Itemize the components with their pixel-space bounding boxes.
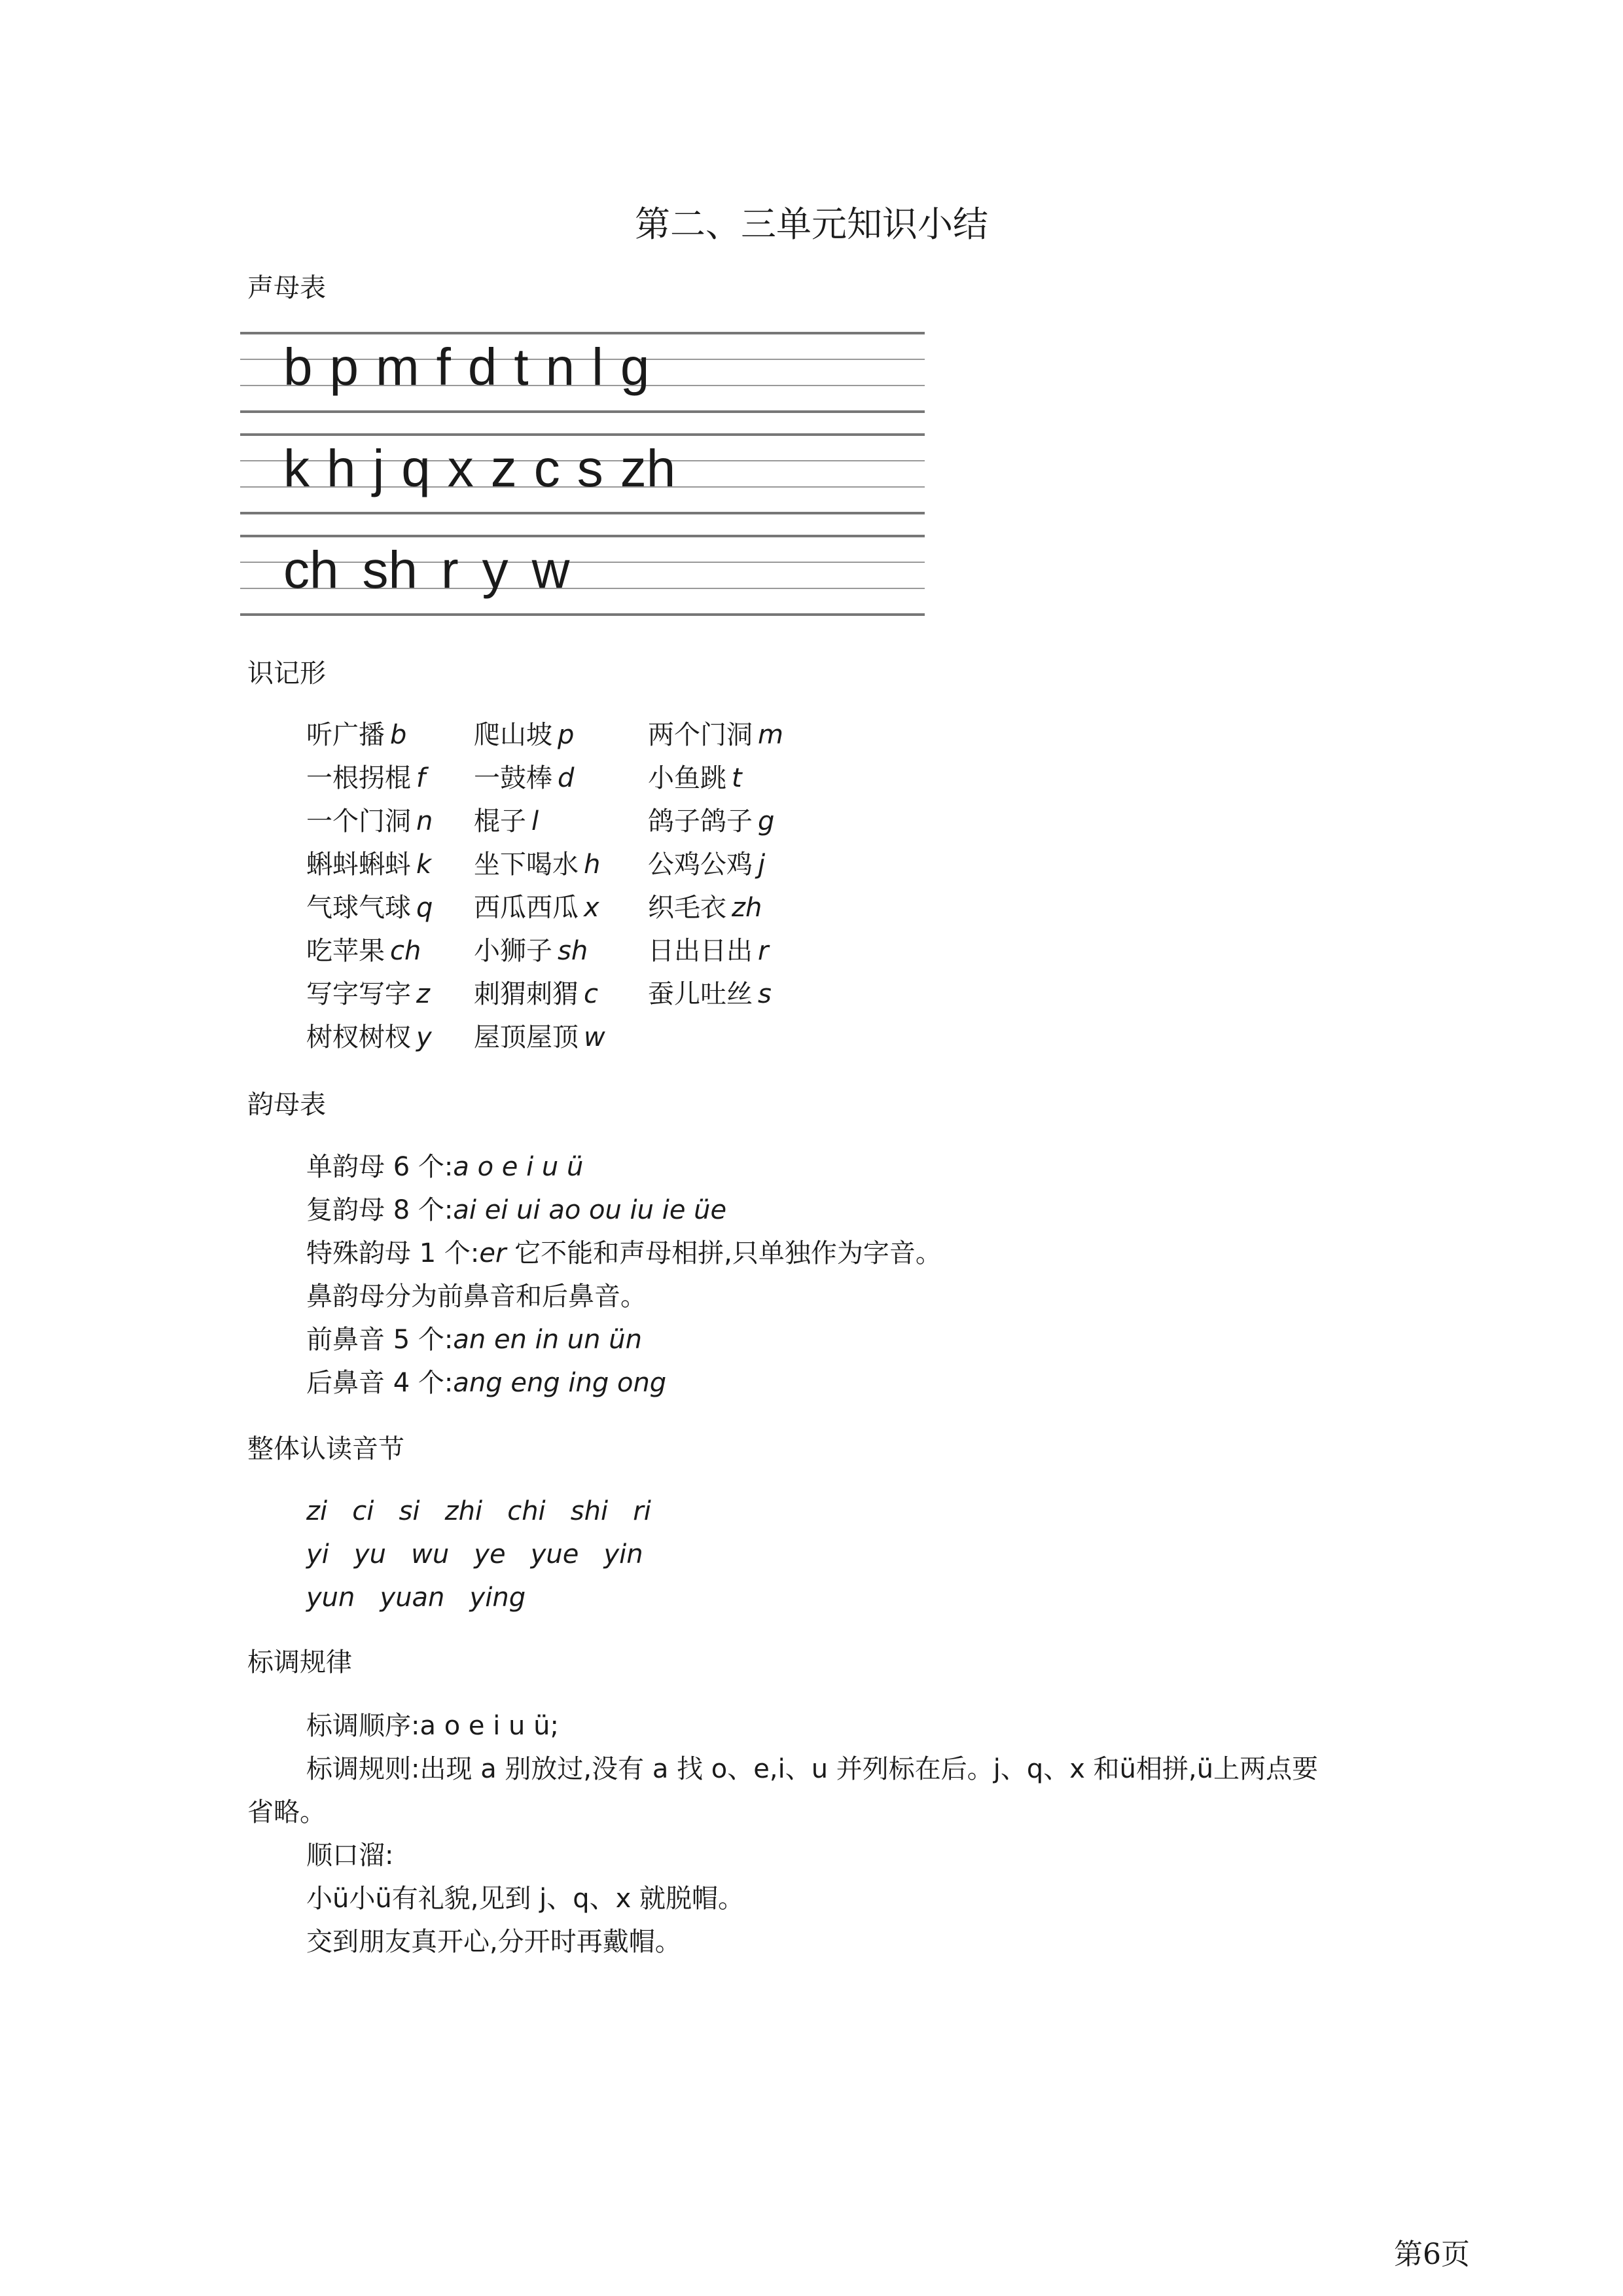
initial-letter: zh xyxy=(620,439,676,497)
initial-letter: r xyxy=(441,541,459,599)
page-number: 第6页 xyxy=(1394,2238,1470,2271)
initial-letter: l xyxy=(592,338,603,396)
memory-item xyxy=(474,1016,605,1059)
rhyme-label: 顺口溜: xyxy=(306,1840,394,1871)
four-line-grid-row-2 xyxy=(240,433,925,518)
memory-phrase: 一鼓棒 xyxy=(474,763,552,793)
finals-line xyxy=(306,1232,942,1275)
finals-label: 鼻韵母分为前鼻音和后鼻音。 xyxy=(306,1282,647,1312)
finals-label: 单韵母 6 个: xyxy=(306,1152,454,1182)
initial-letter: c xyxy=(533,439,560,497)
rhyme-line-1: 小ü小ü有礼貌,见到 j、q、x 就脱帽。 xyxy=(306,1884,745,1914)
memory-phrase: 坐下喝水 xyxy=(474,850,579,880)
initials-row xyxy=(283,338,666,396)
rhyme-line-2: 交到朋友真开心,分开时再戴帽。 xyxy=(306,1927,681,1957)
memory-letter: x xyxy=(584,893,599,923)
initials-row xyxy=(283,439,692,497)
memory-letter: c xyxy=(584,979,598,1009)
memory-item xyxy=(306,757,425,800)
initial-letter: d xyxy=(467,338,497,396)
initials-row xyxy=(283,541,593,599)
initial-letter: p xyxy=(329,338,359,396)
initial-letter: f xyxy=(436,338,451,396)
memory-letter: m xyxy=(758,720,783,750)
finals-line xyxy=(306,1275,942,1318)
memory-item xyxy=(474,800,539,843)
memory-item xyxy=(648,800,774,843)
finals-line xyxy=(306,1318,942,1361)
memory-item xyxy=(474,757,574,800)
heading-initials-table: 声母表 xyxy=(247,273,326,303)
memory-phrase: 蚕儿吐丝 xyxy=(648,979,753,1009)
memory-letter: j xyxy=(758,850,766,880)
memory-phrase: 日出日出 xyxy=(648,936,753,966)
memory-item xyxy=(648,843,765,886)
finals-label: 特殊韵母 1 个: xyxy=(306,1238,480,1268)
memory-letter: sh xyxy=(558,936,588,966)
memory-letter: g xyxy=(758,806,775,836)
memory-letter: f xyxy=(416,763,426,793)
heading-memory-shapes: 识记形 xyxy=(247,658,326,689)
initial-letter: ch xyxy=(283,541,339,599)
syllable-line: zi ci si zhi chi shi ri xyxy=(306,1496,651,1526)
tone-order: 标调顺序:a o e i u ü; xyxy=(306,1711,559,1741)
finals-py: ai ei ui ao ou iu ie üe xyxy=(453,1195,727,1225)
finals-label: 复韵母 8 个: xyxy=(306,1195,454,1225)
memory-item xyxy=(306,929,421,973)
memory-item xyxy=(474,886,599,929)
memory-item xyxy=(648,713,783,757)
memory-letter: d xyxy=(558,763,575,793)
heading-finals-table: 韵母表 xyxy=(247,1090,326,1120)
memory-phrase: 刺猬刺猬 xyxy=(474,979,579,1009)
finals-line xyxy=(306,1361,942,1405)
memory-letter: l xyxy=(531,806,539,836)
initial-letter: j xyxy=(372,439,385,497)
memory-phrase: 公鸡公鸡 xyxy=(648,850,753,880)
memory-phrase: 蝌蚪蝌蚪 xyxy=(306,850,411,880)
finals-label: 后鼻音 4 个: xyxy=(306,1368,454,1398)
finals-py: a o e i u ü xyxy=(453,1152,584,1182)
memory-phrase: 爬山坡 xyxy=(474,720,552,750)
memory-letter: p xyxy=(558,720,575,750)
memory-item xyxy=(474,929,588,973)
memory-phrase: 织毛衣 xyxy=(648,893,726,923)
page-title: 第二、三单元知识小结 xyxy=(635,204,988,245)
initial-letter: k xyxy=(283,439,310,497)
memory-item xyxy=(648,757,742,800)
memory-letter: w xyxy=(584,1022,605,1052)
tone-rules-text xyxy=(247,1704,1319,1964)
four-line-grid-row-1 xyxy=(240,332,925,417)
initial-letter: q xyxy=(401,439,431,497)
memory-item xyxy=(648,929,768,973)
memory-phrase: 听广播 xyxy=(306,720,385,750)
memory-letter: t xyxy=(732,763,742,793)
memory-phrase: 一个门洞 xyxy=(306,806,411,836)
initial-letter: w xyxy=(531,541,570,599)
memory-phrase: 小狮子 xyxy=(474,936,552,966)
initial-letter: t xyxy=(514,338,529,396)
syllable-line: yi yu wu ye yue yin xyxy=(306,1539,643,1570)
heading-whole-syllables: 整体认读音节 xyxy=(247,1434,404,1464)
finals-py: an en in un ün xyxy=(453,1325,642,1355)
memory-phrase: 鸽子鸽子 xyxy=(648,806,753,836)
memory-item xyxy=(648,973,772,1016)
four-line-grid-row-3 xyxy=(240,535,925,620)
heading-tone-rules: 标调规律 xyxy=(247,1647,352,1677)
finals-line xyxy=(306,1189,942,1232)
initial-letter: n xyxy=(545,338,575,396)
initial-letter: z xyxy=(490,439,517,497)
memory-letter: b xyxy=(390,720,407,750)
finals-line xyxy=(306,1145,942,1189)
initial-letter: g xyxy=(620,338,650,396)
memory-phrase: 屋顶屋顶 xyxy=(474,1022,579,1052)
memory-item xyxy=(306,1016,432,1059)
memory-phrase: 棍子 xyxy=(474,806,526,836)
memory-letter: z xyxy=(416,979,430,1009)
tone-rule-line-1: 标调规则:出现 a 别放过,没有 a 找 o、e,i、u 并列标在后。j、q、x 和ü相拼,ü上两点要 xyxy=(306,1754,1319,1784)
memory-phrase: 气球气球 xyxy=(306,893,411,923)
memory-letter: ch xyxy=(390,936,421,966)
memory-phrase: 一根拐棍 xyxy=(306,763,411,793)
memory-letter: k xyxy=(416,850,432,880)
memory-letter: zh xyxy=(732,893,762,923)
memory-phrase: 西瓜西瓜 xyxy=(474,893,579,923)
initial-letter: y xyxy=(482,541,508,599)
memory-item xyxy=(648,886,762,929)
initial-letter: sh xyxy=(362,541,418,599)
memory-item xyxy=(306,843,431,886)
memory-phrase: 两个门洞 xyxy=(648,720,753,750)
memory-letter: s xyxy=(758,979,772,1009)
finals-py: ang eng ing ong xyxy=(453,1368,667,1398)
memory-item xyxy=(306,973,430,1016)
memory-phrase: 吃苹果 xyxy=(306,936,385,966)
initial-letter: m xyxy=(376,338,419,396)
finals-py: er xyxy=(479,1238,507,1268)
finals-label: 前鼻音 5 个: xyxy=(306,1325,454,1355)
memory-letter: r xyxy=(758,936,769,966)
whole-syllables-list xyxy=(306,1490,651,1619)
memory-item xyxy=(474,713,574,757)
memory-item xyxy=(306,886,433,929)
memory-phrase: 小鱼跳 xyxy=(648,763,726,793)
memory-item xyxy=(474,843,600,886)
tone-rule-line-2: 省略。 xyxy=(247,1797,326,1827)
memory-letter: h xyxy=(584,850,601,880)
initial-letter: x xyxy=(447,439,474,497)
initial-letter: s xyxy=(577,439,603,497)
initial-letter: b xyxy=(283,338,313,396)
memory-phrase: 写字写字 xyxy=(306,979,411,1009)
memory-letter: n xyxy=(416,806,433,836)
memory-letter: y xyxy=(416,1022,432,1052)
syllable-line: yun yuan ying xyxy=(306,1583,526,1613)
finals-list xyxy=(306,1145,942,1405)
memory-letter: q xyxy=(416,893,433,923)
finals-rest: 它不能和声母相拼,只单独作为字音。 xyxy=(506,1238,942,1268)
memory-item xyxy=(306,713,406,757)
memory-phrase: 树杈树杈 xyxy=(306,1022,411,1052)
initial-letter: h xyxy=(327,439,356,497)
memory-item xyxy=(306,800,433,843)
memory-item xyxy=(474,973,598,1016)
